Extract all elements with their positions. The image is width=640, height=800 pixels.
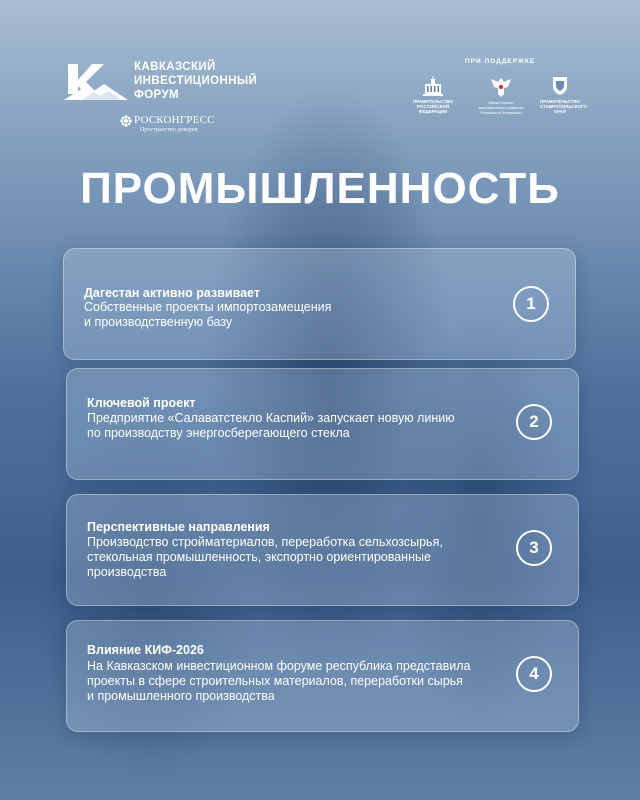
card-body: [84, 300, 331, 330]
sponsor-government-rf: [409, 76, 457, 114]
card-body-line: производства: [87, 565, 167, 579]
card-body: [87, 411, 455, 441]
forum-logo-text: [134, 60, 257, 102]
coat-of-arms-icon: [552, 76, 568, 96]
card-heading: Дагестан активно развивает: [84, 286, 260, 300]
forum-logo-icon: [64, 60, 128, 102]
sponsor-ministry: [478, 76, 524, 116]
info-card-3: [66, 494, 579, 606]
card-number-badge: 3: [516, 530, 552, 566]
government-building-icon: [422, 76, 444, 96]
roscongress-name: РОСКОНГРЕСС: [134, 114, 215, 126]
card-body-line: стекольная промышленность, экспортно ориентированные: [87, 550, 431, 564]
support-label: ПРИ ПОДДЕРЖКЕ: [465, 58, 536, 65]
card-body-line: Производство стройматериалов, переработка сельхозсырья,: [87, 535, 443, 549]
info-card-1: [63, 248, 576, 360]
forum-logo-line-3: ФОРУМ: [134, 89, 180, 101]
card-heading: Ключевой проект: [87, 396, 196, 410]
roscongress-tagline: Пространство доверия: [140, 127, 198, 133]
card-body-line: по производству энергосберегающего стекла: [87, 426, 350, 440]
card-body-line: Предприятие «Салаватстекло Каспий» запускает новую линию: [87, 411, 455, 425]
card-number-badge: 1: [513, 286, 549, 322]
card-body-line: Собственные проекты импортозамещения: [84, 300, 332, 314]
card-heading: Влияние КИФ-2026: [87, 643, 204, 657]
card-body-line: проекты в сфере строительных материалов, переработки сырья: [87, 674, 463, 688]
card-body: [87, 535, 443, 580]
roscongress-icon: [120, 115, 132, 127]
eagle-emblem-icon: [489, 76, 513, 98]
card-heading: Перспективные направления: [87, 520, 270, 534]
info-card-2: [66, 368, 579, 480]
forum-logo-line-2: ИНВЕСТИЦИОННЫЙ: [134, 75, 258, 87]
info-card-4: [66, 620, 579, 732]
card-body-line: и производственную базу: [84, 315, 233, 329]
card-number-badge: 4: [516, 656, 552, 692]
card-body-line: и промышленного производства: [87, 689, 275, 703]
forum-logo-line-1: КАВКАЗСКИЙ: [134, 61, 216, 73]
card-body-line: На Кавказском инвестиционном форуме республика представила: [87, 659, 471, 673]
sponsor-stavropol: [540, 76, 587, 114]
sponsor-3-name: ПРАВИТЕЛЬСТВО СТАВРОПОЛЬСКОГО КРАЯ: [540, 99, 587, 114]
header: [0, 0, 640, 150]
card-number-badge: 2: [516, 404, 552, 440]
sponsor-1-name: ПРАВИТЕЛЬСТВО РОССИЙСКОЙ ФЕДЕРАЦИИ: [412, 99, 454, 114]
sponsor-2-name: Министерство экономического развития Российской Федерации: [478, 101, 524, 115]
page-title: ПРОМЫШЛЕННОСТЬ: [80, 164, 560, 213]
card-body: [87, 659, 470, 704]
